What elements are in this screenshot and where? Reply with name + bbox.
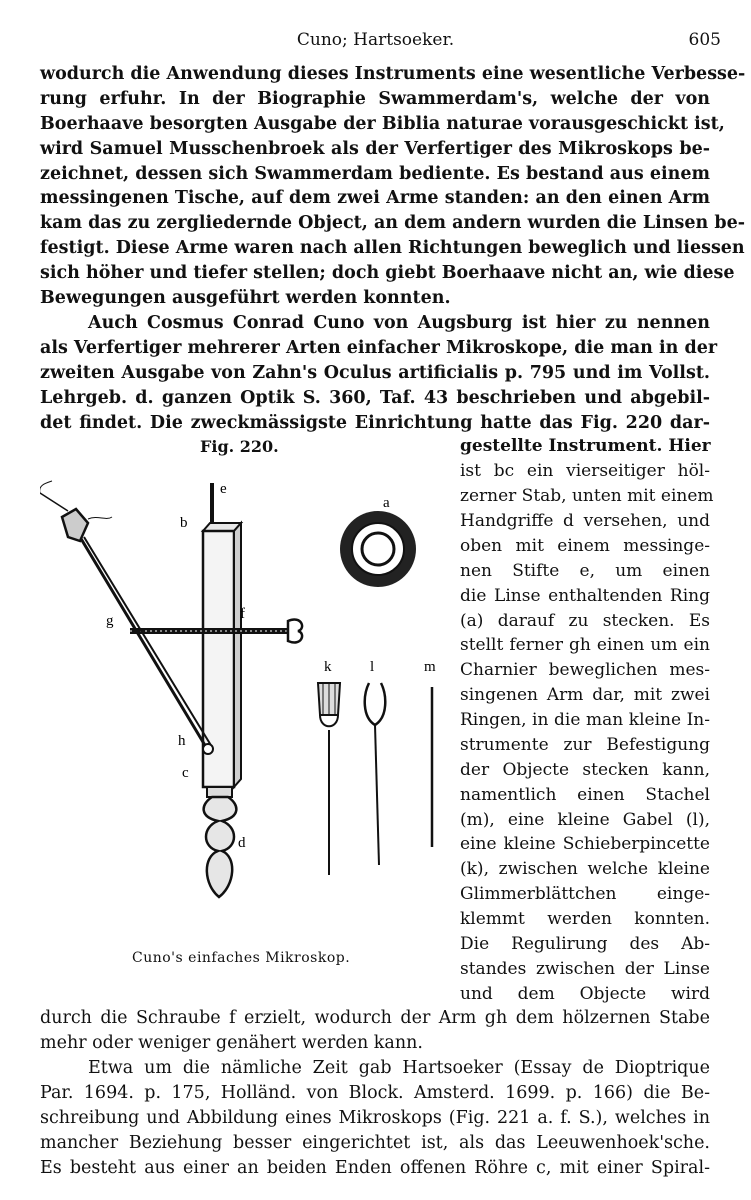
text-line: Es besteht aus einer an beiden Enden offenen Röhre c, mit einer Spiral- bbox=[40, 1158, 710, 1178]
running-header bbox=[0, 30, 751, 54]
column-line: eine kleine Schieberpincette bbox=[460, 834, 710, 854]
column-line: klemmt werden konnten. bbox=[460, 909, 710, 929]
label-e: e bbox=[220, 481, 227, 497]
hinge-h bbox=[203, 744, 213, 754]
text-line: zweiten Ausgabe von Zahn's Oculus artificialis p. 795 und im Vollst. bbox=[40, 363, 710, 383]
text-line: Bewegungen ausgeführt werden konnten. bbox=[40, 288, 451, 308]
label-k: k bbox=[324, 659, 332, 675]
column-line: und dem Objecte wird bbox=[460, 984, 710, 1004]
label-m: m bbox=[424, 659, 436, 675]
label-f: f bbox=[240, 606, 245, 622]
handle-d bbox=[204, 797, 237, 897]
text-line: schreibung und Abbildung eines Mikroskops (Fig. 221 a. f. S.), welches in bbox=[40, 1108, 710, 1128]
text-line: als Verfertiger mehrerer Arten einfacher Mikroskope, die man in der bbox=[40, 338, 718, 358]
column-line: gestellte Instrument. Hier bbox=[460, 436, 711, 456]
figure-caption: Cuno's einfaches Mikroskop. bbox=[132, 950, 351, 966]
handle-collar bbox=[207, 787, 232, 797]
text-line: festigt. Diese Arme waren nach allen Richtungen beweglich und liessen bbox=[40, 238, 745, 258]
column-line: Ringen, in die man kleine In- bbox=[460, 710, 710, 730]
column-line: ist bc ein vierseitiger höl- bbox=[460, 461, 710, 481]
column-line: der Objecte stecken kann, bbox=[460, 760, 710, 780]
label-d: d bbox=[238, 835, 246, 851]
column-line: nen Stifte e, um einen bbox=[460, 561, 710, 581]
column-line: Die Regulirung des Ab- bbox=[460, 934, 710, 954]
column-line: Handgriffe d versehen, und bbox=[460, 511, 710, 531]
label-c: c bbox=[182, 765, 189, 781]
microscope-illustration bbox=[40, 455, 450, 950]
column-line: (m), eine kleine Gabel (l), bbox=[460, 810, 710, 830]
text-line: rung erfuhr. In der Biographie Swammerdam's, welche der von bbox=[40, 89, 710, 109]
column-line: (a) darauf zu stecken. Es bbox=[460, 611, 710, 631]
column-line: Charnier beweglichen mes- bbox=[460, 660, 710, 680]
column-line: stellt ferner gh einen um ein bbox=[460, 635, 710, 655]
column-line: die Linse enthaltenden Ring bbox=[460, 586, 710, 606]
running-title: Cuno; Hartsoeker. bbox=[296, 30, 455, 50]
label-b: b bbox=[180, 515, 188, 531]
text-line: messingenen Tische, auf dem zwei Arme standen: an den einen Arm bbox=[40, 188, 710, 208]
column-line: standes zwischen der Linse bbox=[460, 959, 710, 979]
figure-title: Fig. 220. bbox=[200, 437, 279, 456]
label-l: l bbox=[370, 659, 375, 675]
text-line: Lehrgeb. d. ganzen Optik S. 360, Taf. 43 beschrieben und abgebil- bbox=[40, 388, 710, 408]
text-line: Auch Cosmus Conrad Cuno von Augsburg ist hier zu nennen bbox=[88, 313, 710, 333]
screw-head bbox=[288, 620, 302, 643]
fork-l bbox=[365, 683, 386, 725]
label-a: a bbox=[383, 495, 390, 511]
label-g: g bbox=[106, 613, 114, 629]
page-number: 605 bbox=[688, 30, 721, 50]
column-line: zerner Stab, unten mit einem bbox=[460, 486, 714, 506]
text-line: durch die Schraube f erzielt, wodurch der Arm gh dem hölzernen Stabe bbox=[40, 1008, 710, 1028]
column-line: strumente zur Befestigung bbox=[460, 735, 710, 755]
text-line: sich höher und tiefer stellen; doch giebt Boerhaave nicht an, wie diese bbox=[40, 263, 735, 283]
text-line: Par. 1694. p. 175, Holländ. von Block. Amsterd. 1699. p. 166) die Be- bbox=[40, 1083, 710, 1103]
column-line: (k), zwischen welche kleine bbox=[460, 859, 710, 879]
text-line: wodurch die Anwendung dieses Instruments eine wesentliche Verbesse- bbox=[40, 64, 746, 84]
label-h: h bbox=[178, 733, 186, 749]
text-line: kam das zu zergliedernde Object, an dem andern wurden die Linsen be- bbox=[40, 213, 745, 233]
text-line: Etwa um die nämliche Zeit gab Hartsoeker (Essay de Dioptrique bbox=[88, 1058, 710, 1078]
text-line: det findet. Die zweckmässigste Einrichtung hatte das Fig. 220 dar- bbox=[40, 413, 710, 433]
text-line: mehr oder weniger genähert werden kann. bbox=[40, 1033, 423, 1053]
arm-gh bbox=[74, 527, 206, 747]
text-line: zeichnet, dessen sich Swammerdam bediente. Es bestand aus einem bbox=[40, 164, 710, 184]
text-line: wird Samuel Musschenbroek als der Verfertiger des Mikroskops be- bbox=[40, 139, 710, 159]
text-line: Boerhaave besorgten Ausgabe der Biblia naturae vorausgeschickt ist, bbox=[40, 114, 725, 134]
text-line: mancher Beziehung besser eingerichtet ist, als das Leeuwenhoek'sche. bbox=[40, 1133, 710, 1153]
column-line: namentlich einen Stachel bbox=[460, 785, 710, 805]
arm-ring-top bbox=[62, 509, 88, 541]
column-line: singenen Arm dar, mit zwei bbox=[460, 685, 710, 705]
bar-side bbox=[234, 523, 241, 787]
column-line: Glimmerblättchen einge- bbox=[460, 884, 710, 904]
column-line: oben mit einem messinge- bbox=[460, 536, 710, 556]
